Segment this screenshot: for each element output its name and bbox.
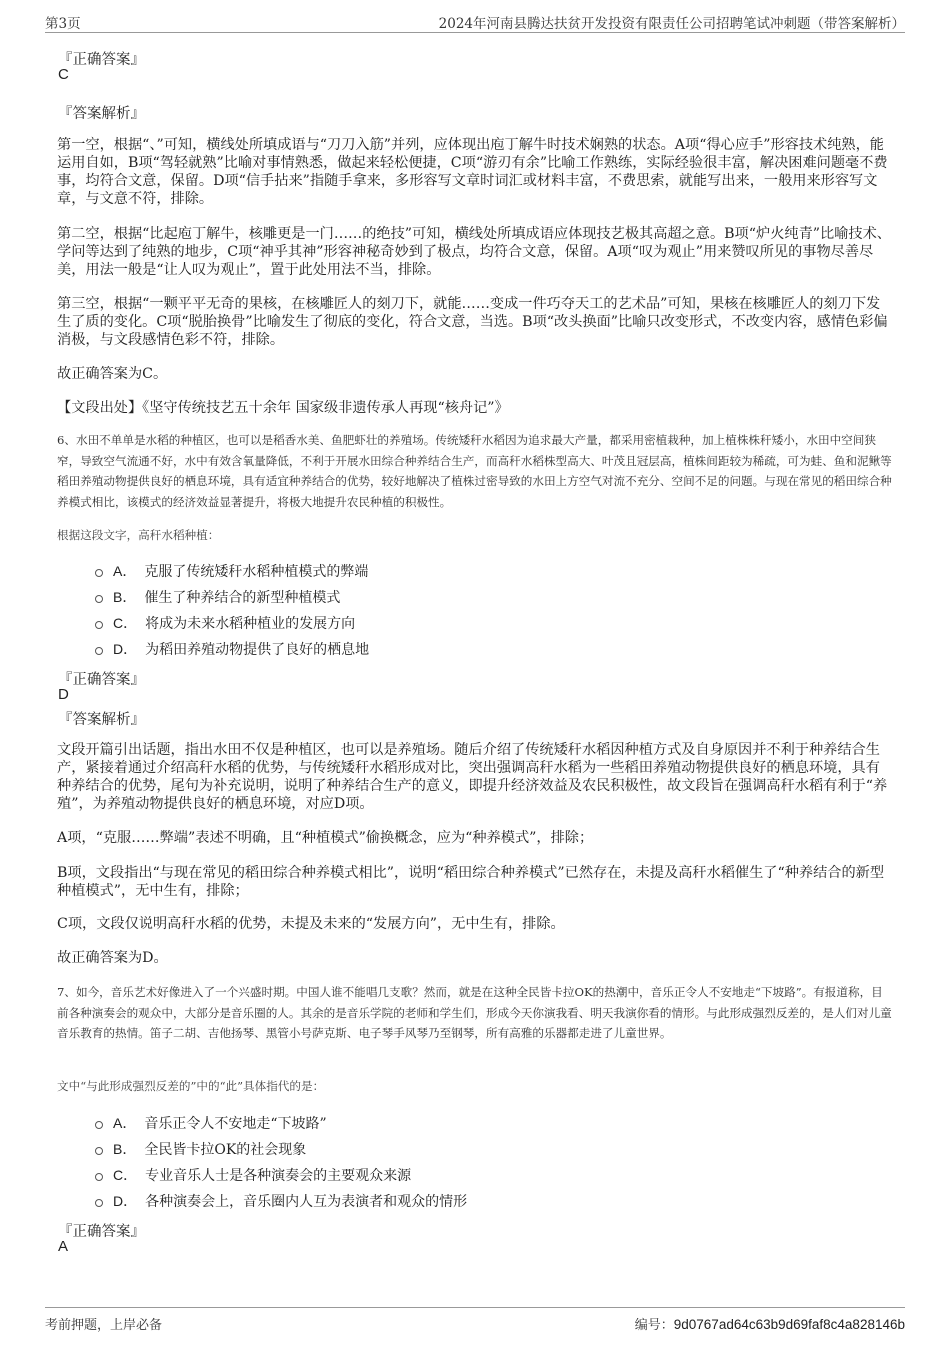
option-a[interactable]: A． 音乐正令人不安地走“下坡路” [95, 1113, 327, 1133]
answer-label: 『正确答案』 [58, 672, 145, 688]
radio-button[interactable] [95, 1121, 103, 1129]
analysis-paragraph: C项，文段仅说明高秆水稻的优势，未提及未来的“发展方向”，无中生有，排除。 [57, 916, 565, 932]
option-d[interactable]: D． 为稻田养殖动物提供了良好的栖息地 [95, 639, 369, 659]
question-prompt: 根据这段文字，高秆水稻种植： [57, 528, 220, 542]
analysis-paragraph: 第二空，根据“比起庖丁解牛，核雕更是一门……的绝技”可知，横线处所填成语应体现技艺极其高超之意。B项“炉火纯青”比喻技术、学问等达到了纯熟的地步，C项“神乎其神”形容神秘奇妙到了极点，均符合文意，保留。A项“叹为观止”用来赞叹所见的事物尽善尽美，用法一般是“让人叹为观止”，置于此处用法不当，排除。 [57, 226, 891, 278]
answer-value: D [58, 686, 69, 703]
analysis-label: 『答案解析』 [58, 106, 145, 122]
analysis-label: 『答案解析』 [58, 712, 145, 728]
question-text: 6、水田不单单是水稻的种植区，也可以是稻香水美、鱼肥虾壮的养殖场。传统矮秆水稻因为追求最大产量，都采用密植栽种，加上植株株秆矮小，水田中空间狭窄，导致空气流通不好，水中有效含氧量降低，不利于开展水田综合种养结合生产，而高秆水稻株型高大、叶茂且冠层高，植株间距较为稀疏，可为蛙、鱼和泥鳅等稻田养殖动物提供良好的栖息环境，具有适宜种养结合的优势，较好地解决了植株过密导致的水田上方空气对流不充分、空间不足的问题。与现在常见的稻田综合种养模式相比，该模式的经济效益显著提升，将极大地提升农民种植的积极性。 [57, 433, 892, 509]
passage-source: 【文段出处】《坚守传统技艺五十余年 国家级非遗传承人再现“核舟记”》 [57, 400, 509, 416]
page-number: 第3页 [45, 16, 81, 32]
option-c[interactable]: C． 将成为未来水稻种植业的发展方向 [95, 613, 355, 633]
radio-button[interactable] [95, 569, 103, 577]
document-id-label: 编号： [634, 1318, 674, 1333]
document-id [635, 1314, 905, 1333]
radio-button[interactable] [95, 1147, 103, 1155]
question-text: 7、如今，音乐艺术好像进入了一个兴盛时期。中国人谁不能唱几支歌？然而，就是在这种全民皆卡拉OK的热潮中，音乐正令人不安地走“下坡路”。有报道称，目前各种演奏会的观众中，大部分是音乐圈的人。其余的是音乐学院的老师和学生们，形成今天你演我看、明天我演你看的情形。与此形成强烈反差的，是人们对儿童音乐教育的热情。笛子二胡、吉他扬琴、黑管小号萨克斯、电子琴手风琴乃至钢琴，所有高雅的乐器都走进了儿童世界。 [57, 985, 892, 1040]
radio-button[interactable] [95, 621, 103, 629]
answer-value: A [58, 1238, 69, 1255]
page-header [45, 10, 905, 33]
option-a[interactable]: A． 克服了传统矮秆水稻种植模式的弊端 [95, 561, 368, 581]
footer-slogan: 考前押题，上岸必备 [45, 1318, 163, 1333]
option-c[interactable]: C． 专业音乐人士是各种演奏会的主要观众来源 [95, 1165, 411, 1185]
answer-label: 『正确答案』 [58, 52, 145, 68]
radio-button[interactable] [95, 1199, 103, 1207]
option-b[interactable]: B． 催生了种养结合的新型种植模式 [95, 587, 340, 607]
option-b[interactable]: B． 全民皆卡拉OK的社会现象 [95, 1139, 306, 1159]
analysis-paragraph: 第三空，根据“一颗平平无奇的果核，在核雕匠人的刻刀下，就能……变成一件巧夺天工的艺术品”可知，果核在核雕匠人的刻刀下发生了质的变化。C项“脱胎换骨”比喻发生了彻底的变化，符合文意，当选。B项“改头换面”比喻只改变形式，不改变内容，感情色彩偏消极，与文段感情色彩不符，排除。 [57, 296, 888, 348]
question-prompt: 文中“与此形成强烈反差的”中的“此”具体指代的是： [57, 1079, 325, 1093]
analysis-conclusion: 故正确答案为C。 [57, 366, 168, 382]
radio-button[interactable] [95, 595, 103, 603]
document-id-value: 9d0767ad64c63b9d69faf8c4a828146b [673, 1317, 905, 1332]
answer-value: C [58, 66, 69, 83]
radio-button[interactable] [95, 647, 103, 655]
analysis-paragraph: A项，“克服……弊端”表述不明确，且“种植模式”偷换概念，应为“种养模式”，排除； [57, 830, 594, 846]
analysis-conclusion: 故正确答案为D。 [57, 950, 168, 966]
radio-button[interactable] [95, 1173, 103, 1181]
document-title: 2024年河南县腾达扶贫开发投资有限责任公司招聘笔试冲刺题（带答案解析） [438, 16, 905, 32]
analysis-paragraph: B项，文段指出“与现在常见的稻田综合种养模式相比”，说明“稻田综合种养模式”已然存在，未提及高秆水稻催生了“种养结合的新型种植模式”，无中生有，排除； [57, 865, 885, 899]
option-d[interactable]: D． 各种演奏会上，音乐圈内人互为表演者和观众的情形 [95, 1191, 467, 1211]
analysis-paragraph: 第一空，根据“、”可知，横线处所填成语与“刀刀入筋”并列，应体现出庖丁解牛时技术娴熟的状态。A项“得心应手”形容技术纯熟，能运用自如，B项“驾轻就熟”比喻对事情熟悉，做起来轻松便捷，C项“游刃有余”比喻工作熟练，实际经验很丰富，解决困难问题毫不费事，均符合文意，保留。D项“信手拈来”指随手拿来，多形容写文章时词汇或材料丰富，不费思索，就能写出来，一般用来形容写文章，与文意不符，排除。 [57, 137, 888, 207]
analysis-paragraph: 文段开篇引出话题，指出水田不仅是种植区，也可以是养殖场。随后介绍了传统矮秆水稻因种植方式及自身原因并不利于种养结合生产，紧接着通过介绍高秆水稻的优势，与传统矮秆水稻形成对比，突出强调高秆水稻为一些稻田养殖动物提供良好的栖息环境，具有种养结合的优势，尾句为补充说明，说明了种养结合生产的意义，即提升经济效益及农民积极性，故文段旨在强调高秆水稻有利于“养殖”，为养殖动物提供良好的栖息环境，对应D项。 [57, 742, 888, 812]
page-footer [45, 1307, 905, 1334]
answer-label: 『正确答案』 [58, 1224, 145, 1240]
